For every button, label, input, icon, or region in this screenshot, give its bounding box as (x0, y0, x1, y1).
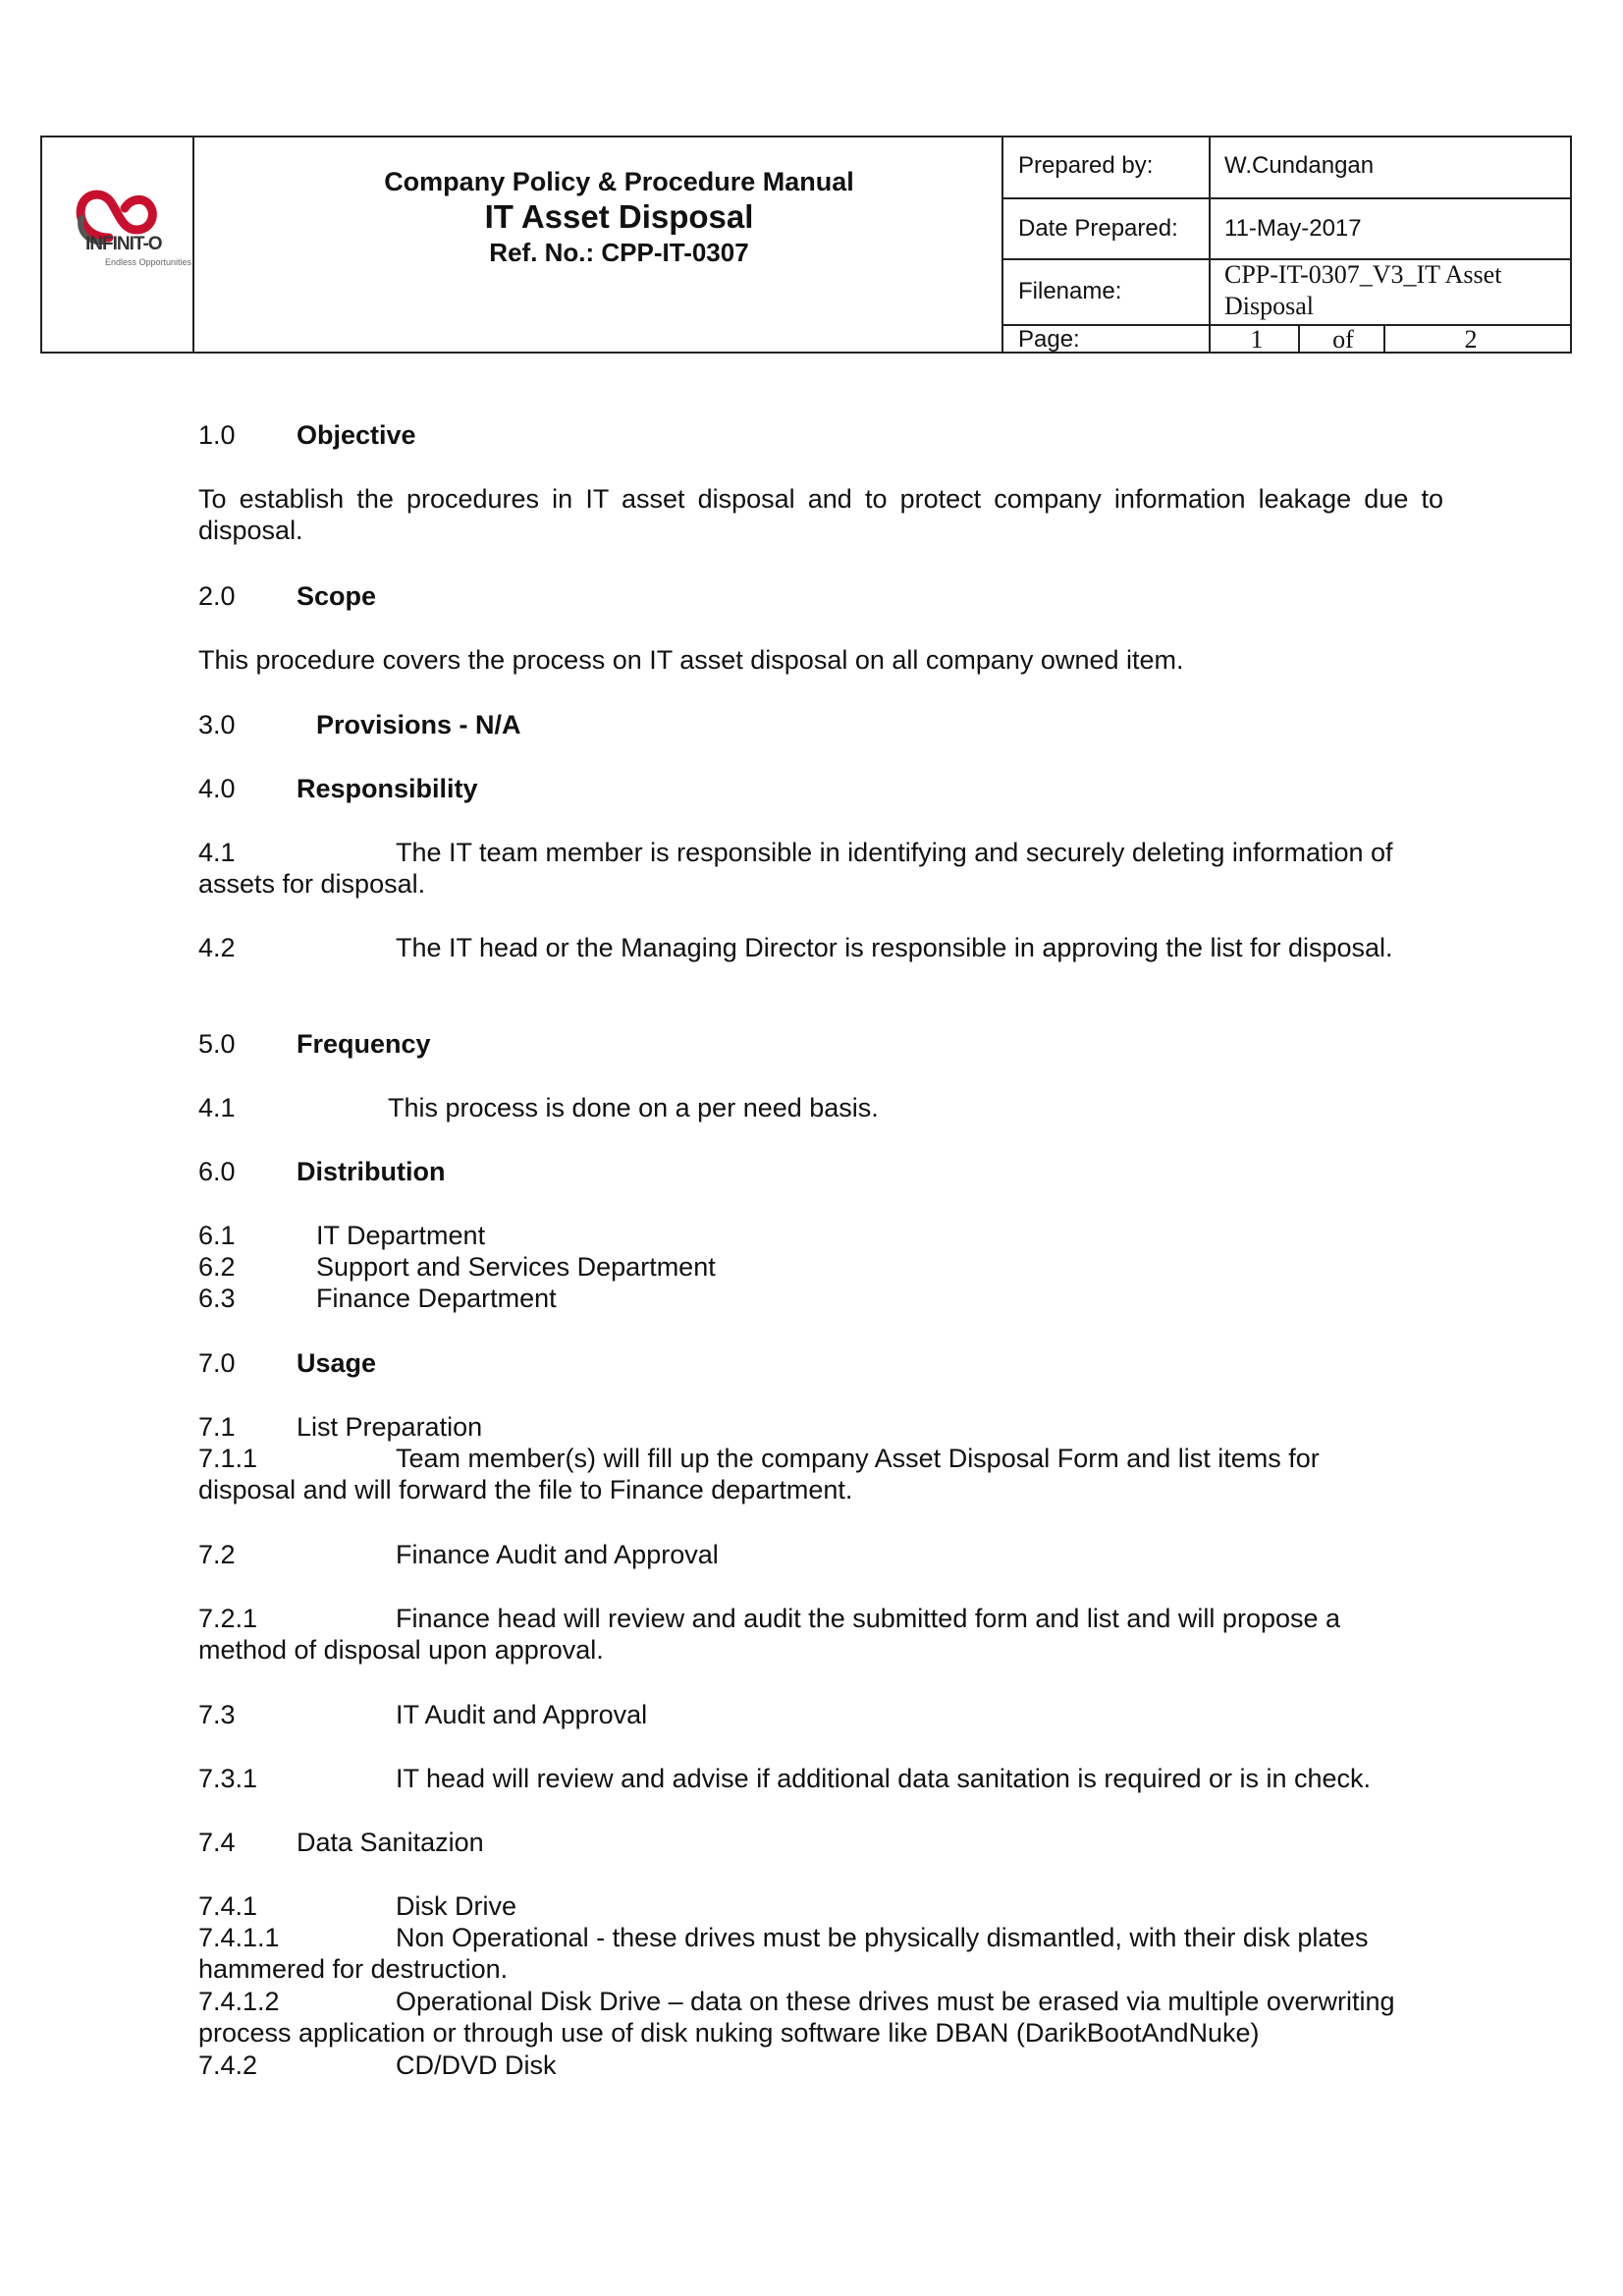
filename-value-line2: Disposal (1224, 292, 1314, 320)
section-title: Distribution (297, 1157, 446, 1186)
item-text-continued: hammered for destruction. (198, 1954, 509, 1984)
item-number: 7.4.1 (198, 1891, 258, 1921)
logo-wordmark: INFINIT-O (85, 234, 162, 254)
item-number: 6.1 (198, 1221, 236, 1250)
item-number: 7.4.1.1 (198, 1923, 280, 1952)
page-total: 2 (1464, 325, 1478, 354)
item-text: Finance Audit and Approval (396, 1540, 719, 1569)
item-number: 7.2 (198, 1540, 236, 1569)
list-item (198, 1827, 1443, 1858)
section-heading (198, 580, 1443, 612)
list-item (198, 1443, 1443, 1474)
date-prepared-value: 11-May-2017 (1224, 215, 1362, 242)
divider (1003, 324, 1572, 326)
header-title-block (194, 165, 1044, 269)
section-title: Usage (297, 1348, 377, 1378)
list-item (198, 1220, 1443, 1251)
item-text: The IT team member is responsible in identifying and securely deleting information of (396, 838, 1393, 867)
page-number: 1 (1250, 325, 1264, 354)
item-text: CD/DVD Disk (396, 2050, 557, 2080)
item-number: 7.2.1 (198, 1604, 258, 1633)
item-text-continued: disposal and will forward the file to Finance department. (198, 1475, 853, 1504)
item-text: List Preparation (297, 1412, 483, 1442)
date-prepared-label: Date Prepared: (1018, 215, 1178, 242)
item-text: Team member(s) will fill up the company Asset Disposal Form and list items for (396, 1444, 1320, 1473)
section-number: 6.0 (198, 1157, 236, 1186)
infinity-logo-icon (58, 169, 186, 297)
list-item (198, 1411, 1443, 1443)
section-number: 5.0 (198, 1029, 236, 1059)
item-text: Support and Services Department (316, 1252, 716, 1282)
section-title: Provisions - N/A (316, 710, 521, 739)
manual-title: Company Policy & Procedure Manual (384, 167, 854, 196)
item-number: 7.3 (198, 1700, 236, 1729)
list-item (198, 1539, 1443, 1570)
prepared-by-value: W.Cundangan (1224, 152, 1375, 179)
list-item (198, 1986, 1443, 2017)
section-heading (198, 773, 1443, 804)
reference-number: Ref. No.: CPP-IT-0307 (489, 238, 749, 267)
divider (1298, 324, 1300, 352)
section-title: Responsibility (297, 774, 478, 803)
item-text: Non Operational - these drives must be physically dismantled, with their disk plates (396, 1923, 1369, 1952)
item-text: Finance head will review and audit the submitted form and list and will propose a (396, 1604, 1341, 1633)
item-number: 4.1 (198, 838, 236, 867)
section-title: Objective (297, 420, 416, 450)
document-title: IT Asset Disposal (484, 198, 754, 235)
document-header (40, 136, 1572, 354)
logo-tagline: Endless Opportunities (105, 257, 192, 267)
section-title: Scope (297, 581, 377, 611)
section-heading (198, 1156, 1443, 1187)
item-text: Disk Drive (396, 1891, 517, 1921)
item-number: 7.4 (198, 1828, 236, 1857)
list-item (198, 1699, 1443, 1730)
item-number: 7.4.2 (198, 2050, 258, 2080)
item-text: IT Department (316, 1221, 486, 1250)
divider (1209, 137, 1211, 352)
item-text: Finance Department (316, 1284, 557, 1313)
list-item (198, 1251, 1443, 1283)
prepared-by-label: Prepared by: (1018, 152, 1154, 179)
item-number: 6.3 (198, 1284, 236, 1313)
item-number: 7.4.1.2 (198, 1987, 280, 2016)
item-text: Data Sanitazion (297, 1828, 484, 1857)
scope-text: This procedure covers the process on IT asset disposal on all company owned item. (198, 645, 1184, 675)
item-text: IT Audit and Approval (396, 1700, 648, 1729)
list-item (198, 1283, 1443, 1314)
item-number: 7.1.1 (198, 1444, 258, 1473)
divider (1383, 324, 1385, 352)
section-heading (198, 1028, 1443, 1060)
list-item (198, 1603, 1443, 1634)
item-number: 4.2 (198, 933, 236, 962)
section-heading (198, 1347, 1443, 1379)
section-number: 3.0 (198, 710, 236, 739)
item-text-continued: assets for disposal. (198, 869, 426, 899)
divider (1003, 197, 1572, 199)
list-item (198, 1922, 1443, 1953)
section-title: Frequency (297, 1029, 431, 1059)
item-text: This process is done on a per need basis. (388, 1093, 879, 1122)
item-text: The IT head or the Managing Director is responsible in approving the list for disposal. (396, 933, 1393, 962)
item-number: 7.3.1 (198, 1764, 258, 1793)
page-label: Page: (1018, 326, 1080, 353)
list-item (198, 1763, 1443, 1794)
item-number: 6.2 (198, 1252, 236, 1282)
list-item (198, 2050, 1443, 2081)
item-number: 7.1 (198, 1412, 236, 1442)
filename-value-line1: CPP-IT-0307_V3_IT Asset (1224, 260, 1502, 289)
page-of: of (1332, 325, 1354, 354)
list-item (198, 837, 1443, 868)
item-text: Operational Disk Drive – data on these drives must be erased via multiple overwriting (396, 1987, 1395, 2016)
section-number: 2.0 (198, 581, 236, 611)
filename-label: Filename: (1018, 278, 1122, 304)
section-number: 4.0 (198, 774, 236, 803)
section-number: 7.0 (198, 1348, 236, 1378)
item-text-continued: method of disposal upon approval. (198, 1635, 604, 1665)
objective-text: To establish the procedures in IT asset disposal and to protect company information leakage due to disposal. (198, 484, 1443, 545)
section-number: 1.0 (198, 420, 236, 450)
list-item (198, 1092, 1443, 1123)
item-text: IT head will review and advise if additional data sanitation is required or is in check. (396, 1764, 1372, 1793)
section-heading (198, 709, 1443, 740)
list-item (198, 1890, 1443, 1922)
item-text-continued: process application or through use of disk nuking software like DBAN (DarikBootAndNuke) (198, 2018, 1260, 2048)
list-item (198, 932, 1443, 963)
section-heading (198, 419, 1443, 451)
company-logo (58, 169, 192, 297)
item-number: 4.1 (198, 1093, 236, 1122)
